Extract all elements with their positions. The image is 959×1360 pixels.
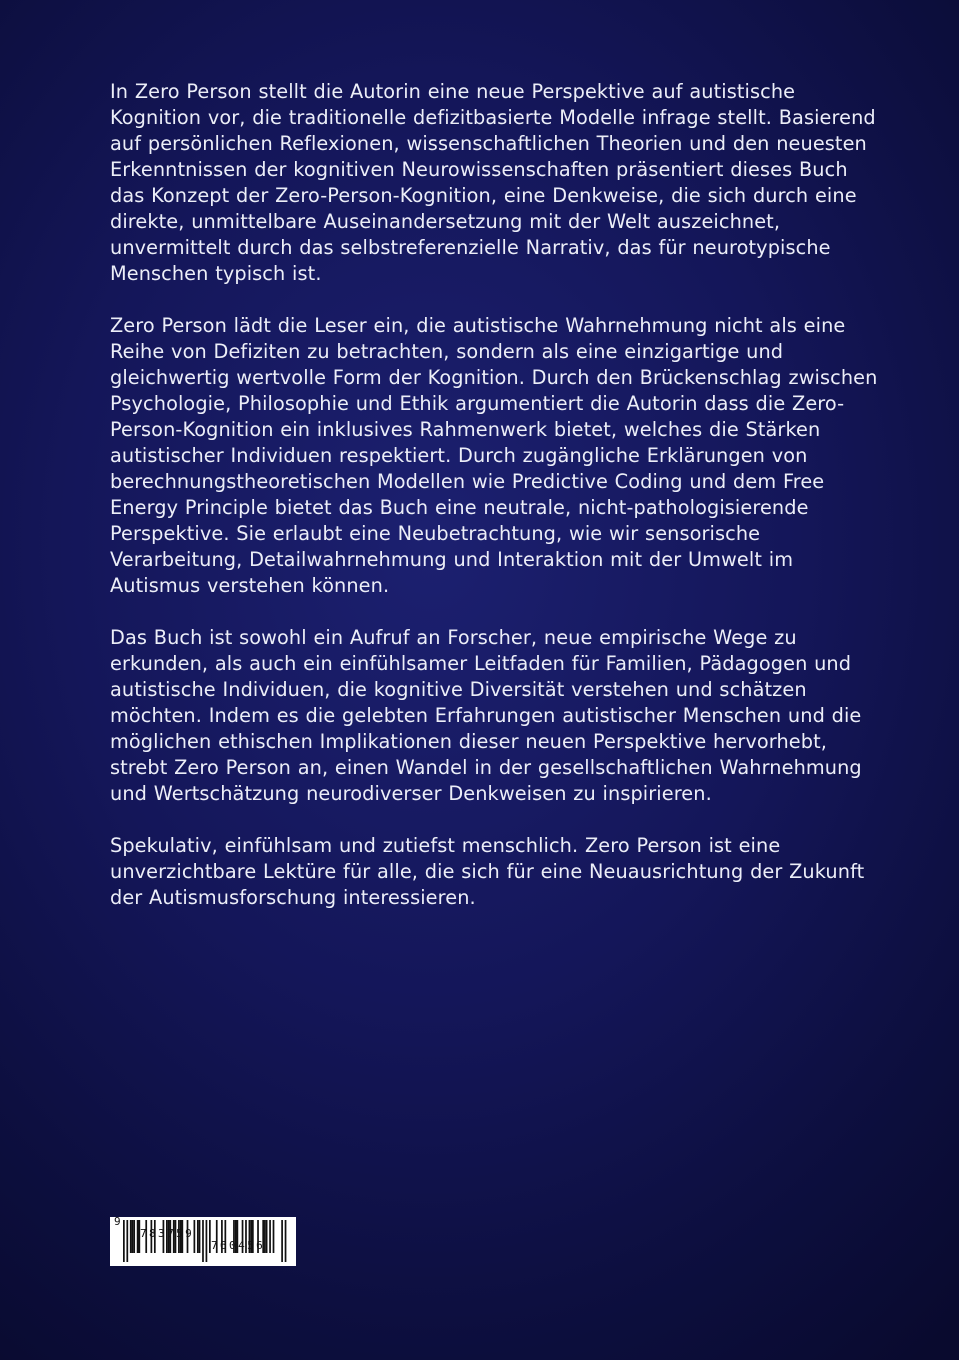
isbn-group-left: 783759 <box>140 1227 195 1240</box>
blurb-paragraph-3: Das Buch ist sowohl ein Aufruf an Forscher, neue empirische Wege zu erkunden, als auch ein einfühlsamer Leitfaden für Familien, Pädagogen und autistische Individuen, die kognitive Diversität verstehen und schätzen möchten. Indem es die gelebten Erfahrungen autistischer Menschen und die möglichen ethischen Implikationen dieser neuen Perspektive hervorhebt, strebt Zero Person an, einen Wandel in der gesellschaftlichen Wahrnehmung und Wertschätzung neurodiverser Denkweisen zu inspirieren. <box>110 626 862 805</box>
isbn-lead-digit: 9 <box>114 1215 121 1228</box>
blurb-paragraph-4: Spekulativ, einfühlsam und zutiefst menschlich. Zero Person ist eine unverzichtbare Lektüre für alle, die sich für eine Neuausrichtung der Zukunft der Autismusforschung interessieren. <box>110 834 865 909</box>
isbn-group-right: 760456 <box>211 1239 266 1252</box>
blurb-paragraph-2: Zero Person lädt die Leser ein, die autistische Wahrnehmung nicht als eine Reihe von Defiziten zu betrachten, sondern als eine einzigartige und gleichwertig wertvolle Form der Kognition. Durch den Brückenschlag zwischen Psychologie, Philosophie und Ethik argumentiert die Autorin dass die Zero-Person-Kognition ein inklusives Rahmenwerk bietet, welches die Stärken autistischer Individuen respektiert. Durch zugängliche Erklärungen von berechnungstheoretischen Modellen wie Predictive Coding und dem Free Energy Principle bietet das Buch eine neutrale, nicht-pathologisierende Perspektive. Sie erlaubt eine Neubetrachtung, wie wir sensorische Verarbeitung, Detailwahrnehmung und Interaktion mit der Umwelt im Autismus verstehen können. <box>110 314 878 597</box>
back-cover-blurb <box>110 79 880 937</box>
blurb-paragraph-1: In Zero Person stellt die Autorin eine neue Perspektive auf autistische Kognition vor, die traditionelle defizitbasierte Modelle infrage stellt. Basierend auf persönlichen Reflexionen, wissenschaftlichen Theorien und den neuesten Erkenntnissen der kognitiven Neurowissenschaften präsentiert dieses Buch das Konzept der Zero-Person-Kognition, eine Denkweise, die sich durch eine direkte, unmittelbare Auseinandersetzung mit der Welt auszeichnet, unvermittelt durch das selbstreferenzielle Narrativ, das für neurotypische Menschen typisch ist. <box>110 80 876 285</box>
isbn-number <box>110 1204 296 1264</box>
isbn-barcode <box>110 1217 296 1266</box>
